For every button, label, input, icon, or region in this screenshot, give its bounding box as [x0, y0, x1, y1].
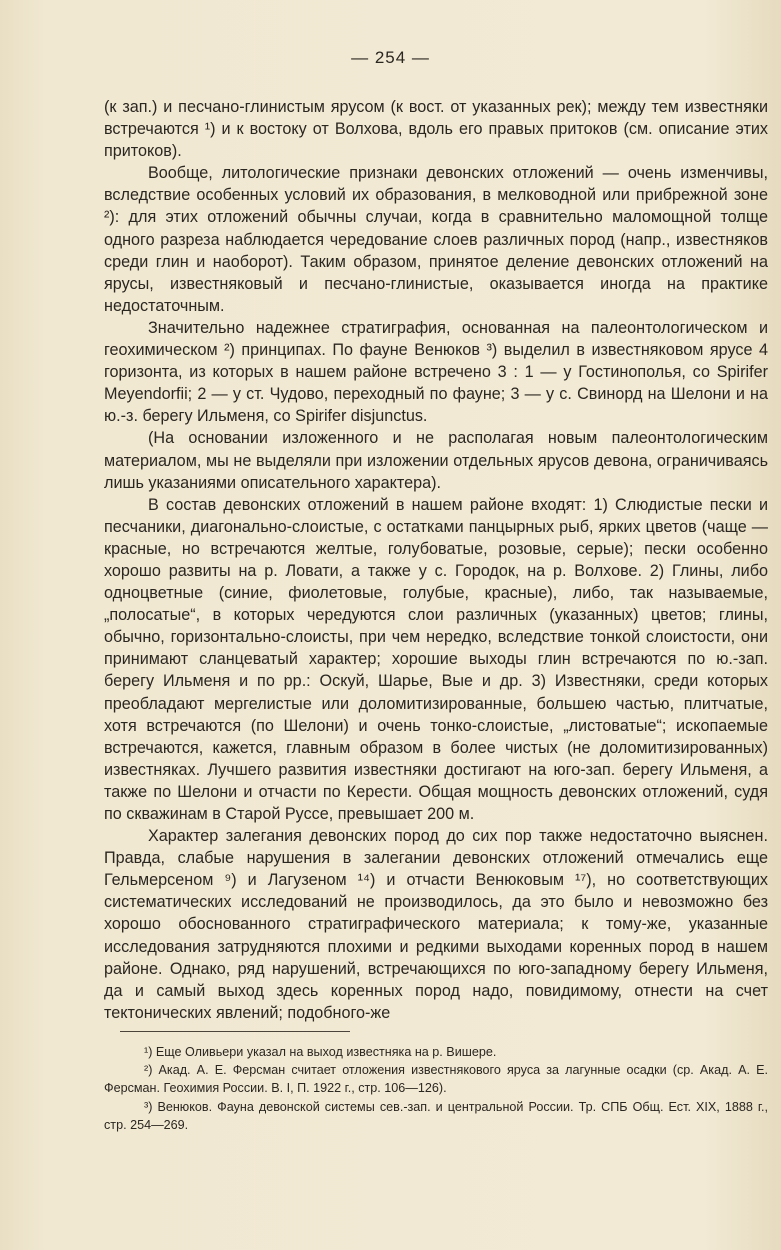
- footnotes: [104, 1043, 768, 1134]
- page-number: — 254 —: [351, 48, 430, 67]
- paragraph: Вообще, литологические признаки девонских отложений — очень изменчивы, вследствие особенных условий их образования, в мелководной или прибрежной зоне ²): для этих отложений обычны случаи, когда в сравнительно маломощной толще одного разреза наблюдается чередование слоев различных пород (напр., известняков среди глин и наоборот). Таким образом, принятое деление девонских отложений на ярусы, известняковый и песчано-глинистые, оказывается иногда на практике недостаточным.: [104, 164, 768, 315]
- paragraph: (На основании изложенного и не располагая новым палеонтологическим материалом, мы не выделяли при изложении отдельных ярусов девона, ограничиваясь лишь указаниями описательного характера).: [104, 429, 768, 492]
- paragraph: В состав девонских отложений в нашем районе входят: 1) Слюдистые пески и песчаники, диагонально-слоистые, с остатками панцырных рыб, ярких цветов (чаще — красные, но встречаются желтые, голубоватые, розовые, серые); пески особенно хорошо развиты на р. Ловати, а также у с. Городок, на р. Волхове. 2) Глины, либо одноцветные (синие, фиолетовые, голубые, красные), либо, так называемые, „полосатые“, в которых чередуются слои различных (указанных) цветов; глины, обычно, горизонтально-слоисты, при чем нередко, вследствие тонкой слоистости, они принимают сланцеватый характер; хорошие выходы глин встречаются по ю.-зап. берегу Ильменя и по рр.: Оскуй, Шарье, Вые и др. 3) Известняки, среди которых преобладают мергелистые или доломитизированные, большею частью, плитчатые, хотя встречаются (по Шелони) и очень тонко-слоистые, „листоватые“; ископаемые встречаются, кажется, главным образом в более чистых (не доломитизированных) известняках. Лучшего развития известняки достигают на юго-зап. берегу Ильменя, а также по Шелони и отчасти по Керести. Общая мощность девонских отложений, судя по скважинам в Старой Руссе, превышает 200 м.: [104, 495, 768, 823]
- paragraph: Характер залегания девонских пород до сих пор также недостаточно выяснен. Правда, слабые нарушения в залегании девонских отложений отмечались еще Гельмерсеном ⁹) и Лагузеном ¹⁴) и отчасти Венюковым ¹⁷), но соответствующих систематических исследований не производилось, да это было и невозможно без хорошо обоснованного стратиграфического материала; к тому-же, указанные исследования затрудняются плохими и редкими выходами коренных пород в нашем районе. Однако, ряд нарушений, встречающихся по юго-западному берегу Ильменя, да и самый выход здесь коренных пород надо, повидимому, отнести на счет тектонических явлений; подобного-же: [104, 827, 768, 1022]
- footnote-divider: [120, 1031, 350, 1032]
- footnote: ³) Венюков. Фауна девонской системы сев.-зап. и центральной России. Тр. СПБ Общ. Ест. XIX, 1888 г., стр. 254—269.: [104, 1099, 768, 1132]
- main-text: [104, 96, 768, 1024]
- footnote: ¹) Еще Оливьери указал на выход известняка на р. Вишере.: [144, 1045, 497, 1059]
- footnote: ²) Акад. А. Е. Ферсман считает отложения известнякового яруса за лагунные осадки (ср. Акад. А. Е. Ферсман. Геохимия России. В. I, П. 1922 г., стр. 106—126).: [104, 1063, 768, 1096]
- paragraph: (к зап.) и песчано-глинистым ярусом (к вост. от указанных рек); между тем известняки встречаются ¹) и к востоку от Волхова, вдоль его правых притоков (см. описание этих притоков).: [104, 98, 768, 161]
- paragraph: Значительно надежнее стратиграфия, основанная на палеонтологическом и геохимическом ²) принципах. По фауне Венюков ³) выделил в известняковом ярусе 4 горизонта, из которых в нашем районе встречено 3 : 1 — у Гостинополья, со Spirifer Meyendorfii; 2 — у ст. Чудово, переходный по фауне; 3 — у с. Свинорд на Шелони и на ю.-з. берегу Ильменя, со Spirifer disjunctus.: [104, 318, 768, 426]
